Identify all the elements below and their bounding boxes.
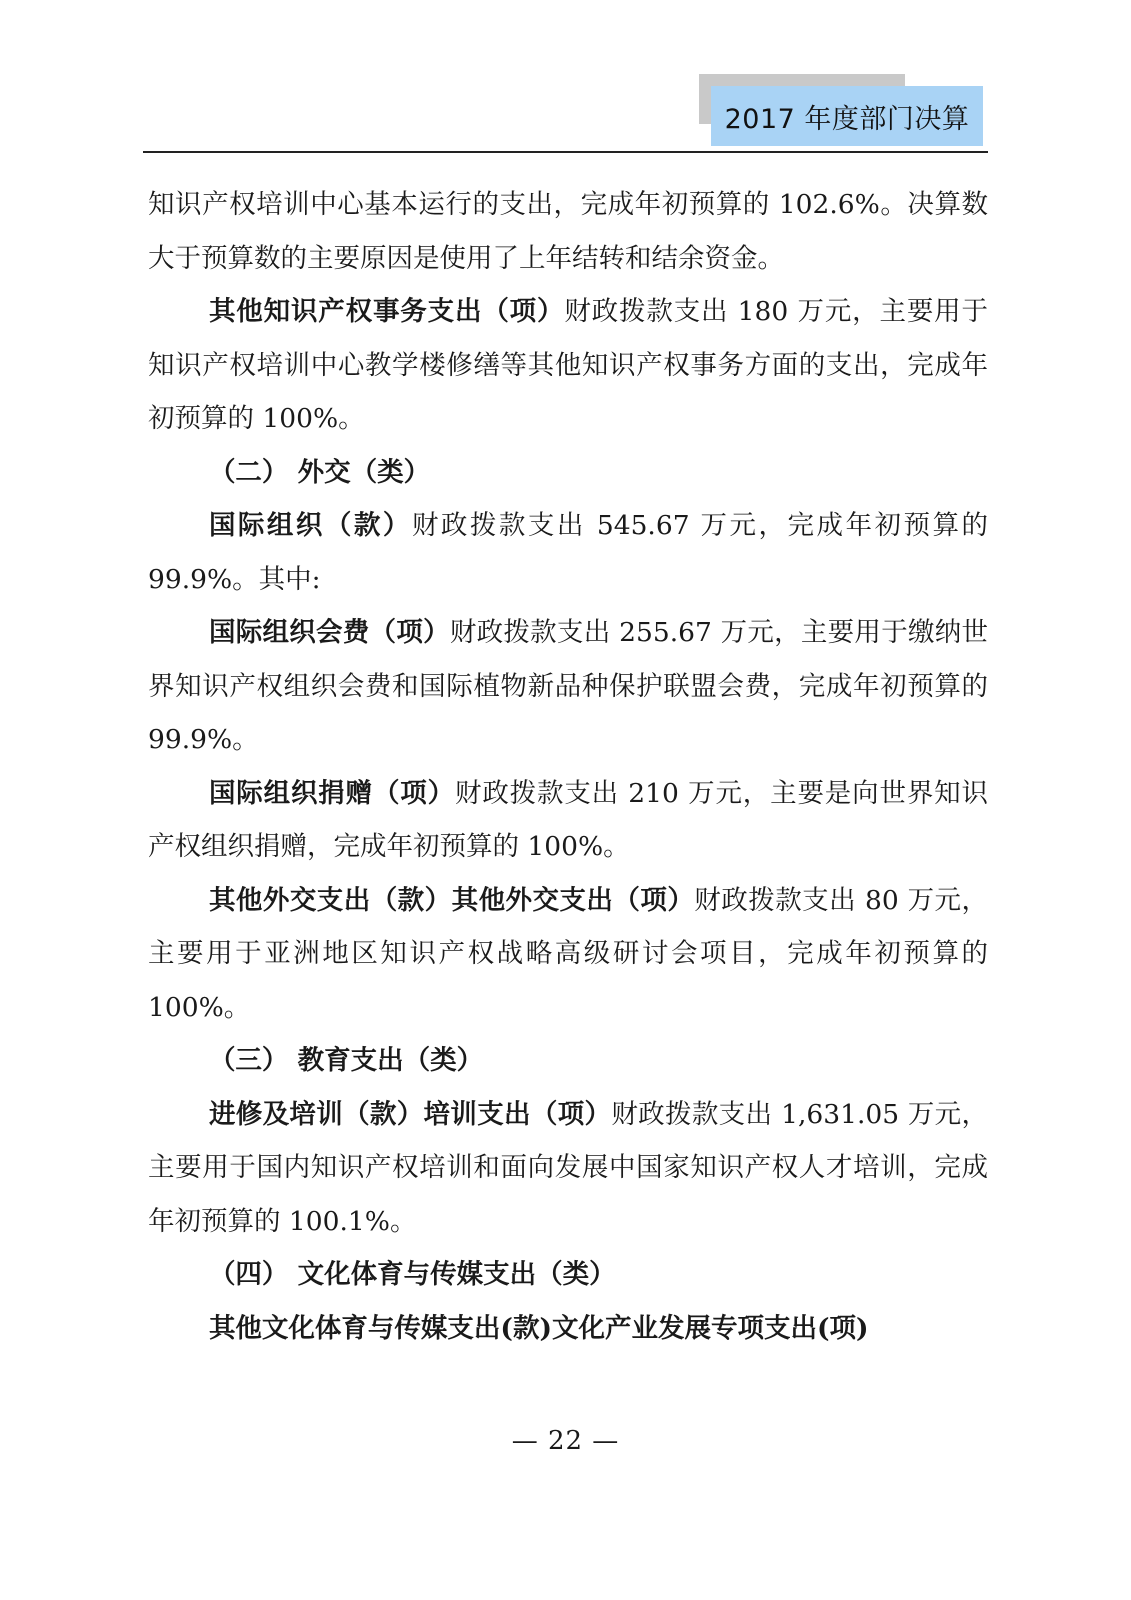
section-heading-diplomacy [148,446,988,500]
paragraph-text: 财政拨款支出 210 万元，主要是向世界知识产权组织捐赠，完成年初预算的 100%。 [148,777,988,862]
section-title: （二） 外交（类） [208,456,431,488]
paragraph-heading: 进修及培训（款）培训支出（项） [208,1098,612,1130]
paragraph-9 [148,1088,988,1249]
section-heading-culture [148,1248,988,1302]
paragraph-5 [148,606,988,767]
paragraph-text: 财政拨款支出 545.67 万元，完成年初预算的 99.9%。其中: [148,510,988,595]
header-divider [143,151,988,153]
section-heading-education [148,1034,988,1088]
paragraph-heading: 国际组织（款） [208,510,412,541]
document-body [148,178,988,1355]
paragraph-text: 财政拨款支出 255.67 万元，主要用于缴纳世界知识产权组织会费和国际植物新品种保护联盟会费，完成年初预算的 99.9%。 [148,617,988,755]
paragraph-heading: 其他文化体育与传媒支出(款)文化产业发展专项支出(项) [208,1312,869,1344]
paragraph-text: 知识产权培训中心基本运行的支出，完成年初预算的 102.6%。决算数大于预算数的主要原因是使用了上年结转和结余资金。 [148,189,988,274]
paragraph-heading: 国际组织捐赠（项） [208,777,455,809]
paragraph-text: 财政拨款支出 80 万元，主要用于亚洲地区知识产权战略高级研讨会项目，完成年初预算的 100%。 [148,884,989,1023]
section-title: （四） 文化体育与传媒支出（类） [208,1259,616,1290]
paragraph-text: 财政拨款支出 180 万元，主要用于知识产权培训中心教学楼修缮等其他知识产权事务方面的支出，完成年初预算的 100%。 [148,296,989,434]
paragraph-11 [148,1302,988,1356]
section-title: （三） 教育支出（类） [208,1045,484,1076]
header-title: 2017 年度部门决算 [711,86,983,146]
paragraph-6 [148,767,988,874]
paragraph-4 [148,499,988,606]
paragraph-heading: 国际组织会费（项） [208,617,450,648]
paragraph-heading: 其他外交支出（款）其他外交支出（项） [208,884,695,916]
paragraph-7 [148,874,988,1035]
paragraph-1 [148,178,988,285]
paragraph-text: 财政拨款支出 1,631.05 万元，主要用于国内知识产权培训和面向发展中国家知识产权人才培训，完成年初预算的 100.1%。 [148,1098,988,1237]
page-number: — 22 — [511,1426,620,1456]
paragraph-heading: 其他知识产权事务支出（项） [208,296,565,327]
paragraph-2 [148,285,988,446]
